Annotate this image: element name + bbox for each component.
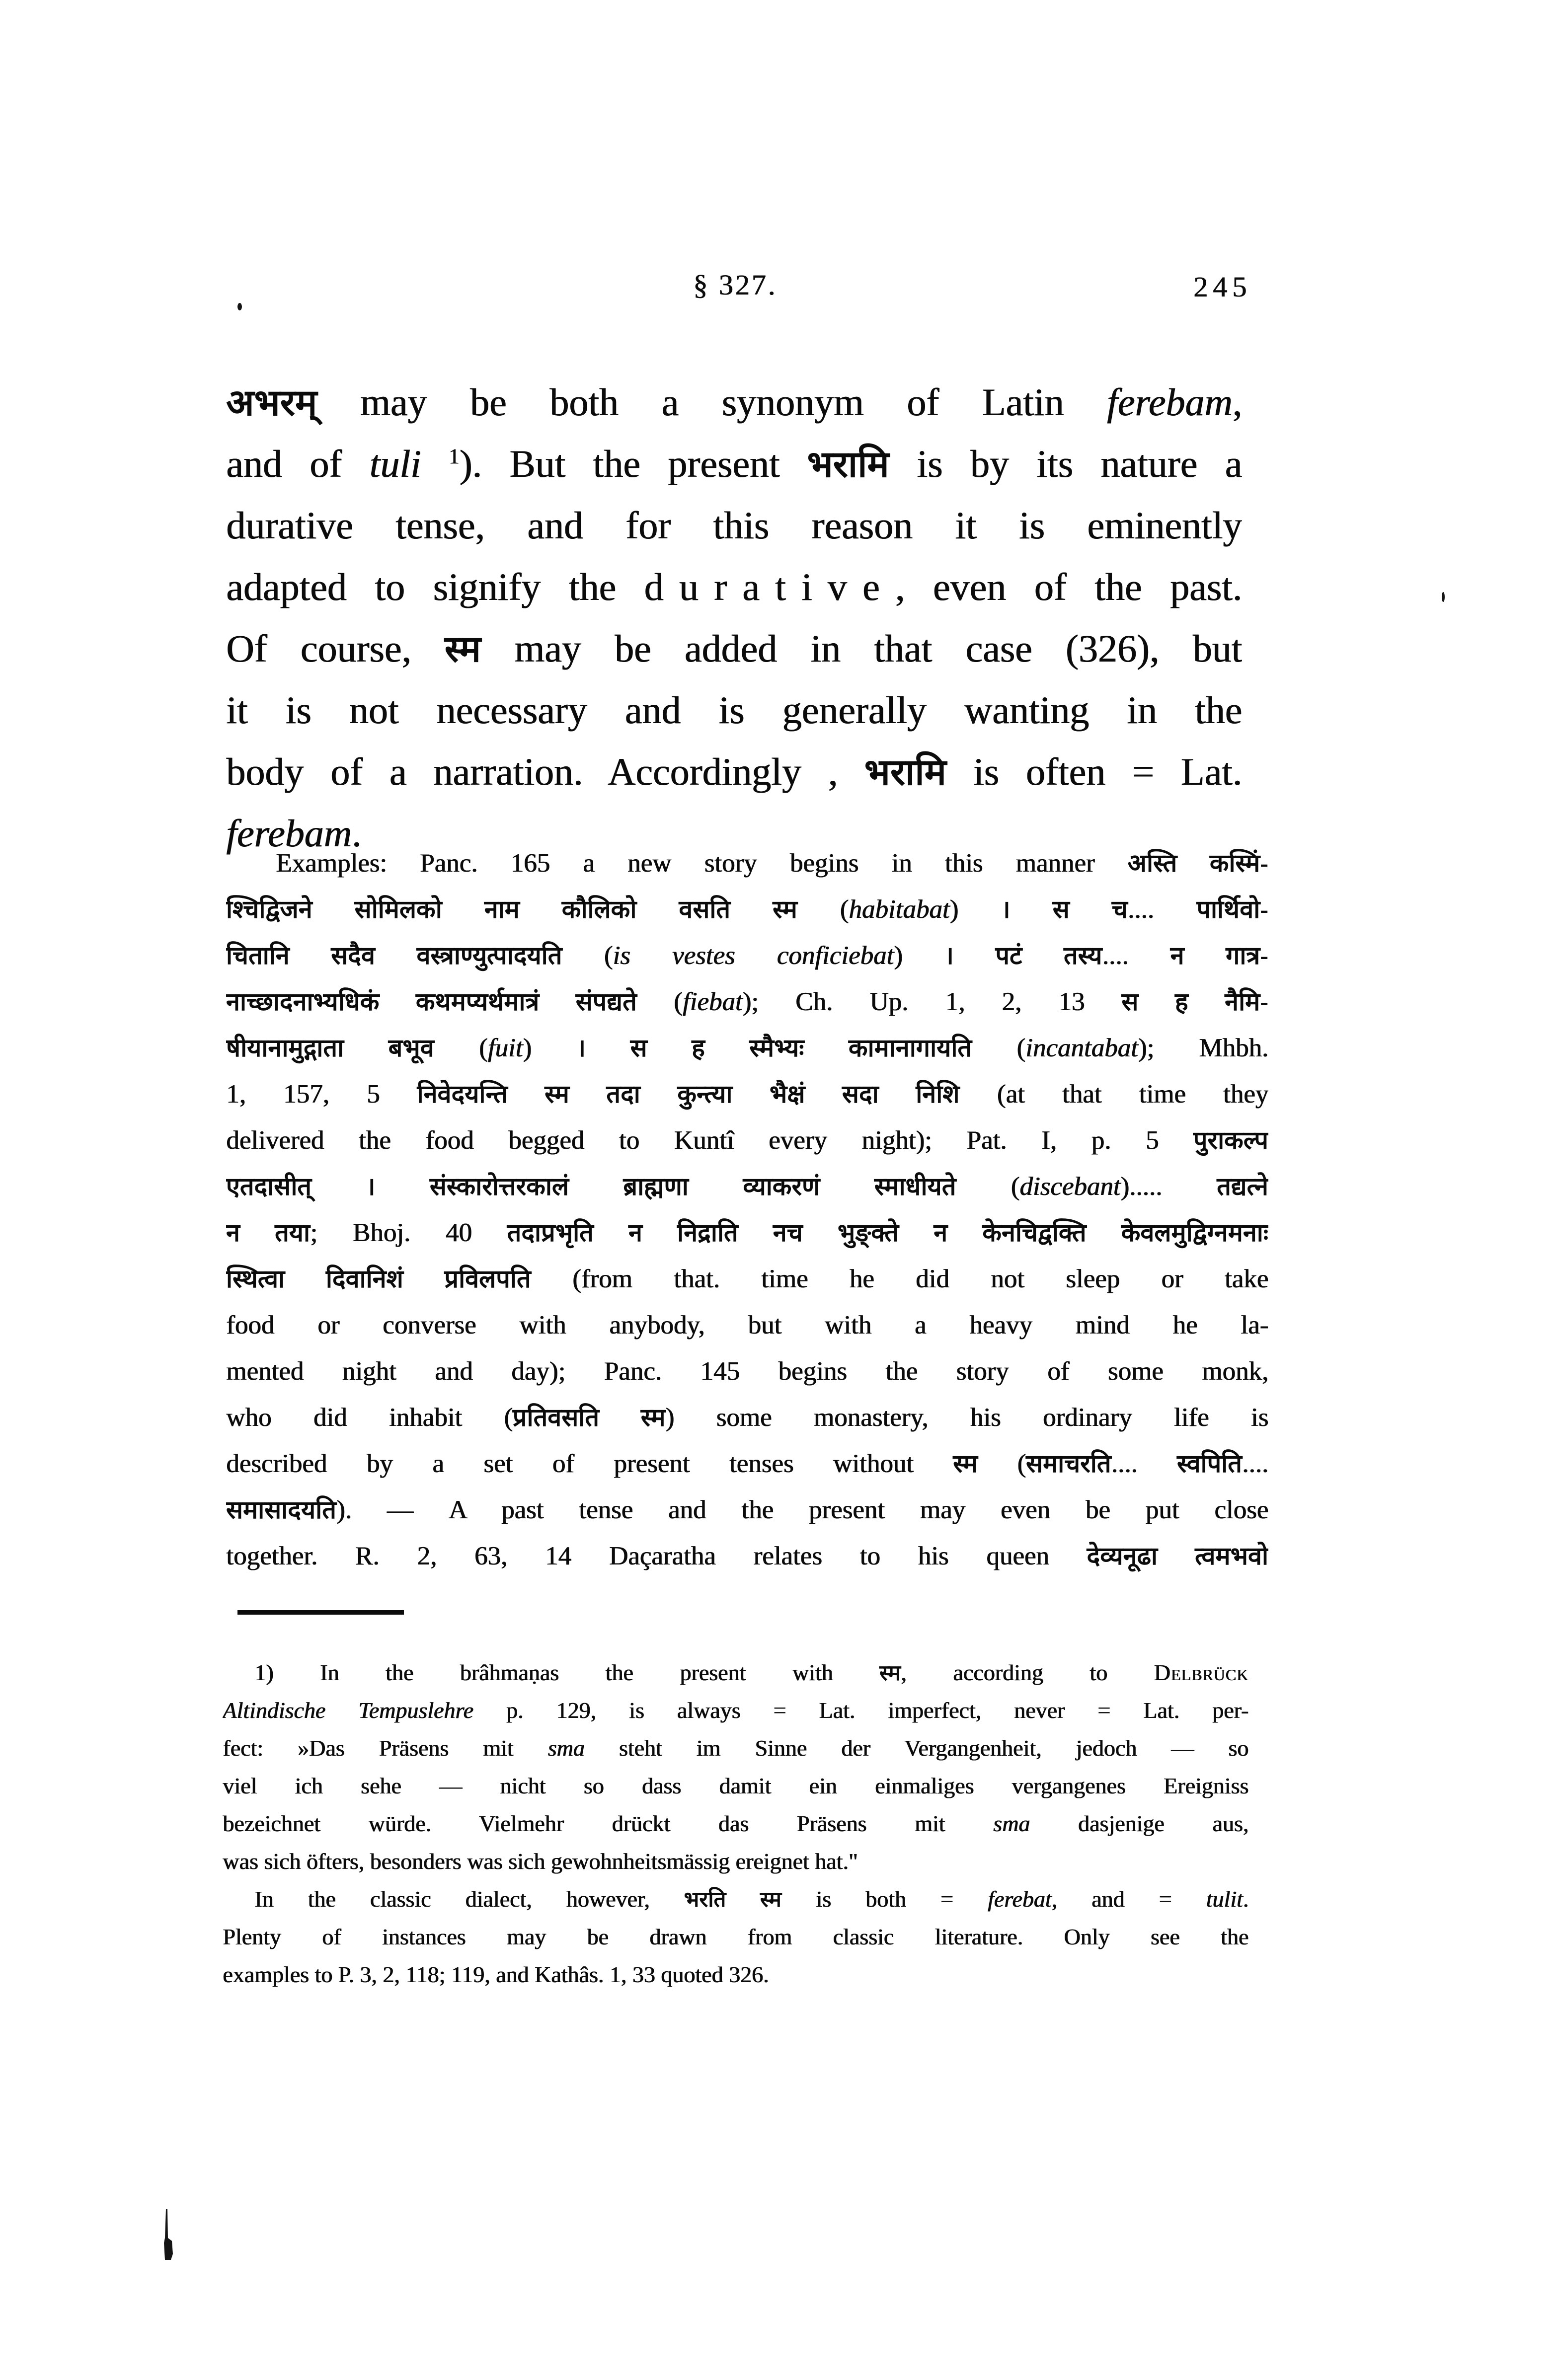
text-segment: न गात्र- <box>1170 942 1268 969</box>
text-segment: भरति स्म <box>684 1888 782 1912</box>
text-segment: adapted to signify the <box>226 565 644 608</box>
scan-speck <box>1442 592 1445 602</box>
text-segment: भरामि <box>864 752 946 793</box>
text-segment: delivered the food begged to Kuntî every night); Pat. I, p. 5 <box>226 1126 1193 1155</box>
page-number: 245 <box>1193 271 1251 303</box>
text-segment: (at that time they <box>959 1080 1268 1109</box>
text-segment: ); Ch. Up. 1, 2, 13 <box>742 987 1122 1016</box>
text-segment: is vestes conficiebat <box>613 941 894 970</box>
text-segment: ferebam <box>1106 380 1233 424</box>
text-segment: ); Mhbh. <box>1138 1034 1268 1062</box>
text-segment: ( <box>977 1449 1026 1478</box>
text-segment: p. 129, is always = Lat. imperfect, never = Lat. per- <box>473 1698 1248 1723</box>
text-line <box>226 1117 1268 1164</box>
text-segment: mented night and day); Panc. 145 begins the story of some monk, <box>226 1357 1268 1386</box>
text-line <box>226 840 1268 887</box>
text-segment: .... <box>1242 1449 1268 1478</box>
text-segment: Of course, <box>226 627 445 670</box>
text-segment: चितानि सदैव वस्त्राण्युत्पादयति <box>226 942 562 969</box>
text-segment: incantabat <box>1025 1034 1138 1062</box>
examples-paragraph <box>226 840 1268 1579</box>
text-line <box>226 556 1242 618</box>
text-segment: Altindische Tempuslehre <box>223 1698 473 1723</box>
text-segment: स्म <box>444 629 481 670</box>
text-segment: समाचरति <box>1026 1450 1111 1478</box>
text-segment: पार्थिवो- <box>1196 895 1268 923</box>
text-segment: . <box>351 812 362 855</box>
text-segment: ( <box>636 987 683 1016</box>
text-segment: ( <box>797 895 849 924</box>
text-segment: प्रतिवसति स्म <box>512 1404 666 1431</box>
text-segment: न तया <box>226 1219 311 1247</box>
text-segment: 1) In the brâhmaṇas the present with <box>254 1660 879 1685</box>
text-segment: is often = Lat. <box>946 750 1242 793</box>
text-segment: देव्यनूढा त्वमभवो <box>1087 1542 1268 1570</box>
text-line <box>226 1533 1268 1579</box>
text-segment: .... <box>1111 1449 1177 1478</box>
text-segment: examples to P. 3, 2, 118; 119, and Kathâs. 1, 33 quoted 326. <box>223 1962 769 1987</box>
text-line <box>223 1767 1248 1805</box>
text-line <box>226 1210 1268 1256</box>
text-segment: steht im Sinne der Vergangenheit, jedoch — so <box>584 1735 1248 1761</box>
text-segment: स्थित्वा दिवानिशं प्रविलपति <box>226 1265 531 1293</box>
text-segment: निवेदयन्ति स्म तदा कुन्त्या भैक्षं सदा निशि <box>417 1080 960 1108</box>
text-segment: ( <box>956 1172 1020 1201</box>
text-line <box>223 1880 1248 1918</box>
text-segment: dasjenige aus, <box>1030 1811 1248 1836</box>
text-line <box>226 887 1268 933</box>
text-line <box>226 1441 1268 1487</box>
text-segment: अस्ति कस्मिं- <box>1127 849 1268 877</box>
text-line <box>226 1487 1268 1533</box>
text-line <box>226 1164 1268 1210</box>
text-segment: and of <box>226 442 370 485</box>
text-segment: is both = <box>781 1886 988 1912</box>
text-segment: , according to <box>901 1660 1154 1685</box>
text-segment <box>421 442 448 485</box>
text-line <box>226 495 1242 556</box>
text-segment: । स च <box>1001 895 1128 923</box>
text-segment: स्म <box>953 1450 978 1478</box>
text-segment: it is not necessary and is generally wanting in the <box>226 688 1242 732</box>
text-segment: tuli <box>369 442 421 485</box>
text-segment: .... <box>1102 941 1170 970</box>
text-segment: ( <box>434 1034 488 1062</box>
text-segment: .... <box>1127 895 1197 924</box>
text-segment: durative <box>644 565 895 608</box>
text-line <box>226 1025 1268 1071</box>
text-segment: habitabat <box>849 895 950 924</box>
text-line <box>223 1692 1248 1729</box>
text-segment: together. R. 2, 63, 14 Daçaratha relates to his queen <box>226 1542 1087 1570</box>
text-segment: । पटं तस्य <box>944 942 1102 969</box>
text-segment: )..... <box>1120 1172 1217 1201</box>
text-segment: food or converse with anybody, but with a heavy mind he la- <box>226 1311 1268 1339</box>
text-segment: नाच्छादनाभ्यधिकं कथमप्यर्थमात्रं संपद्यते <box>226 988 637 1016</box>
text-line <box>223 1956 1248 1994</box>
text-segment: ) some monastery, his ordinary life is <box>665 1403 1268 1432</box>
ink-artifact <box>159 2208 177 2263</box>
text-segment: was sich öfters, besonders was sich gewohnheitsmässig ereignet hat." <box>223 1849 858 1874</box>
section-heading: § 327. <box>693 269 777 301</box>
text-line <box>226 679 1242 741</box>
text-segment: ( <box>562 941 613 970</box>
text-line <box>226 372 1242 433</box>
text-line <box>226 1395 1268 1441</box>
text-segment: Plenty of instances may be drawn from classic literature. Only see the <box>223 1924 1248 1949</box>
text-segment: ferebat <box>987 1886 1052 1912</box>
main-paragraph <box>226 372 1242 864</box>
text-line <box>226 979 1268 1025</box>
text-segment: पुराकल्प <box>1193 1126 1268 1154</box>
text-segment: ) <box>523 1034 577 1062</box>
text-segment: body of a narration. Accordingly , <box>226 750 864 793</box>
text-line <box>223 1654 1248 1692</box>
text-line <box>226 433 1242 495</box>
text-line <box>226 1071 1268 1117</box>
text-segment: ) <box>949 895 1001 924</box>
text-segment: , <box>1232 380 1242 424</box>
text-segment: ; Bhoj. 40 <box>310 1218 507 1247</box>
text-segment: (from that. time he did not sleep or take <box>531 1264 1268 1293</box>
text-segment: ). — A past tense and the present may even be put close <box>336 1495 1268 1524</box>
text-segment: समासादयति <box>226 1496 336 1524</box>
text-line <box>226 933 1268 979</box>
text-segment: स्म <box>879 1661 901 1685</box>
text-line <box>226 1256 1268 1302</box>
text-segment: fuit <box>487 1034 523 1062</box>
text-segment: Examples: Panc. 165 a new story begins in this manner <box>276 849 1128 878</box>
text-segment: durative tense, and for this reason it is eminently <box>226 504 1242 547</box>
text-segment: एतदासीत् । संस्कारोत्तरकालं ब्राह्मणा व्याकरणं स्माधीयते <box>226 1173 956 1200</box>
text-line <box>226 1302 1268 1348</box>
text-segment: ). But the present <box>459 442 807 485</box>
scan-speck <box>237 303 242 310</box>
text-segment: श्चिद्विजने सोमिलको नाम कौलिको वसति स्म <box>226 895 797 923</box>
footnote-separator-rule <box>237 1610 404 1615</box>
text-segment: sma <box>993 1811 1030 1836</box>
text-segment: स्वपिति <box>1177 1450 1242 1478</box>
text-segment: tulit <box>1206 1886 1243 1912</box>
text-segment: , and = <box>1051 1886 1206 1912</box>
text-segment: , even of the past. <box>895 565 1242 608</box>
text-segment: bezeichnet würde. Vielmehr drückt das Präsens mit <box>223 1811 993 1836</box>
text-segment: described by a set of present tenses without <box>226 1449 953 1478</box>
text-segment: is by its nature a <box>889 442 1242 485</box>
text-segment: discebant <box>1019 1172 1121 1201</box>
text-segment: अभरम् <box>226 383 317 424</box>
text-segment: ) <box>894 941 944 970</box>
text-segment: स ह नैमि- <box>1121 988 1268 1016</box>
text-segment: In the classic dialect, however, <box>254 1886 684 1912</box>
text-segment: viel ich sehe — nicht so dass damit ein einmaliges vergangenes Ereigniss <box>223 1773 1248 1798</box>
text-line <box>223 1918 1248 1956</box>
text-segment: fiebat <box>682 987 743 1016</box>
text-segment: ( <box>972 1034 1025 1062</box>
text-segment: 1 <box>448 445 460 468</box>
text-segment: । स ह स्मैभ्यः कामानागायति <box>576 1034 972 1062</box>
text-segment: षीयानामुद्गाता बभूव <box>226 1034 434 1062</box>
text-segment: who did inhabit ( <box>226 1403 513 1432</box>
text-line <box>223 1805 1248 1843</box>
text-line <box>226 618 1242 679</box>
text-line <box>223 1729 1248 1767</box>
text-segment: may be added in that case (326), but <box>481 627 1242 670</box>
text-segment: भरामि <box>807 445 889 485</box>
text-segment: ferebam <box>226 812 352 855</box>
text-line <box>226 741 1242 803</box>
text-segment: Delbrück <box>1154 1660 1248 1685</box>
text-segment: fect: »Das Präsens mit <box>223 1735 548 1761</box>
text-segment: तदाप्रभृति न निद्राति नच भुङ्क्ते न केनचिद्वक्ति केवलमुद्विग्नमनाः <box>507 1219 1268 1247</box>
text-line <box>226 1348 1268 1395</box>
text-segment: . <box>1243 1886 1248 1912</box>
text-segment: sma <box>547 1735 585 1761</box>
text-segment: 1, 157, 5 <box>226 1080 417 1109</box>
text-line <box>223 1843 1248 1880</box>
footnote-paragraph <box>223 1654 1248 1994</box>
text-segment: तद्यत्ने <box>1217 1173 1268 1200</box>
text-segment: may be both a synonym of Latin <box>317 380 1107 424</box>
